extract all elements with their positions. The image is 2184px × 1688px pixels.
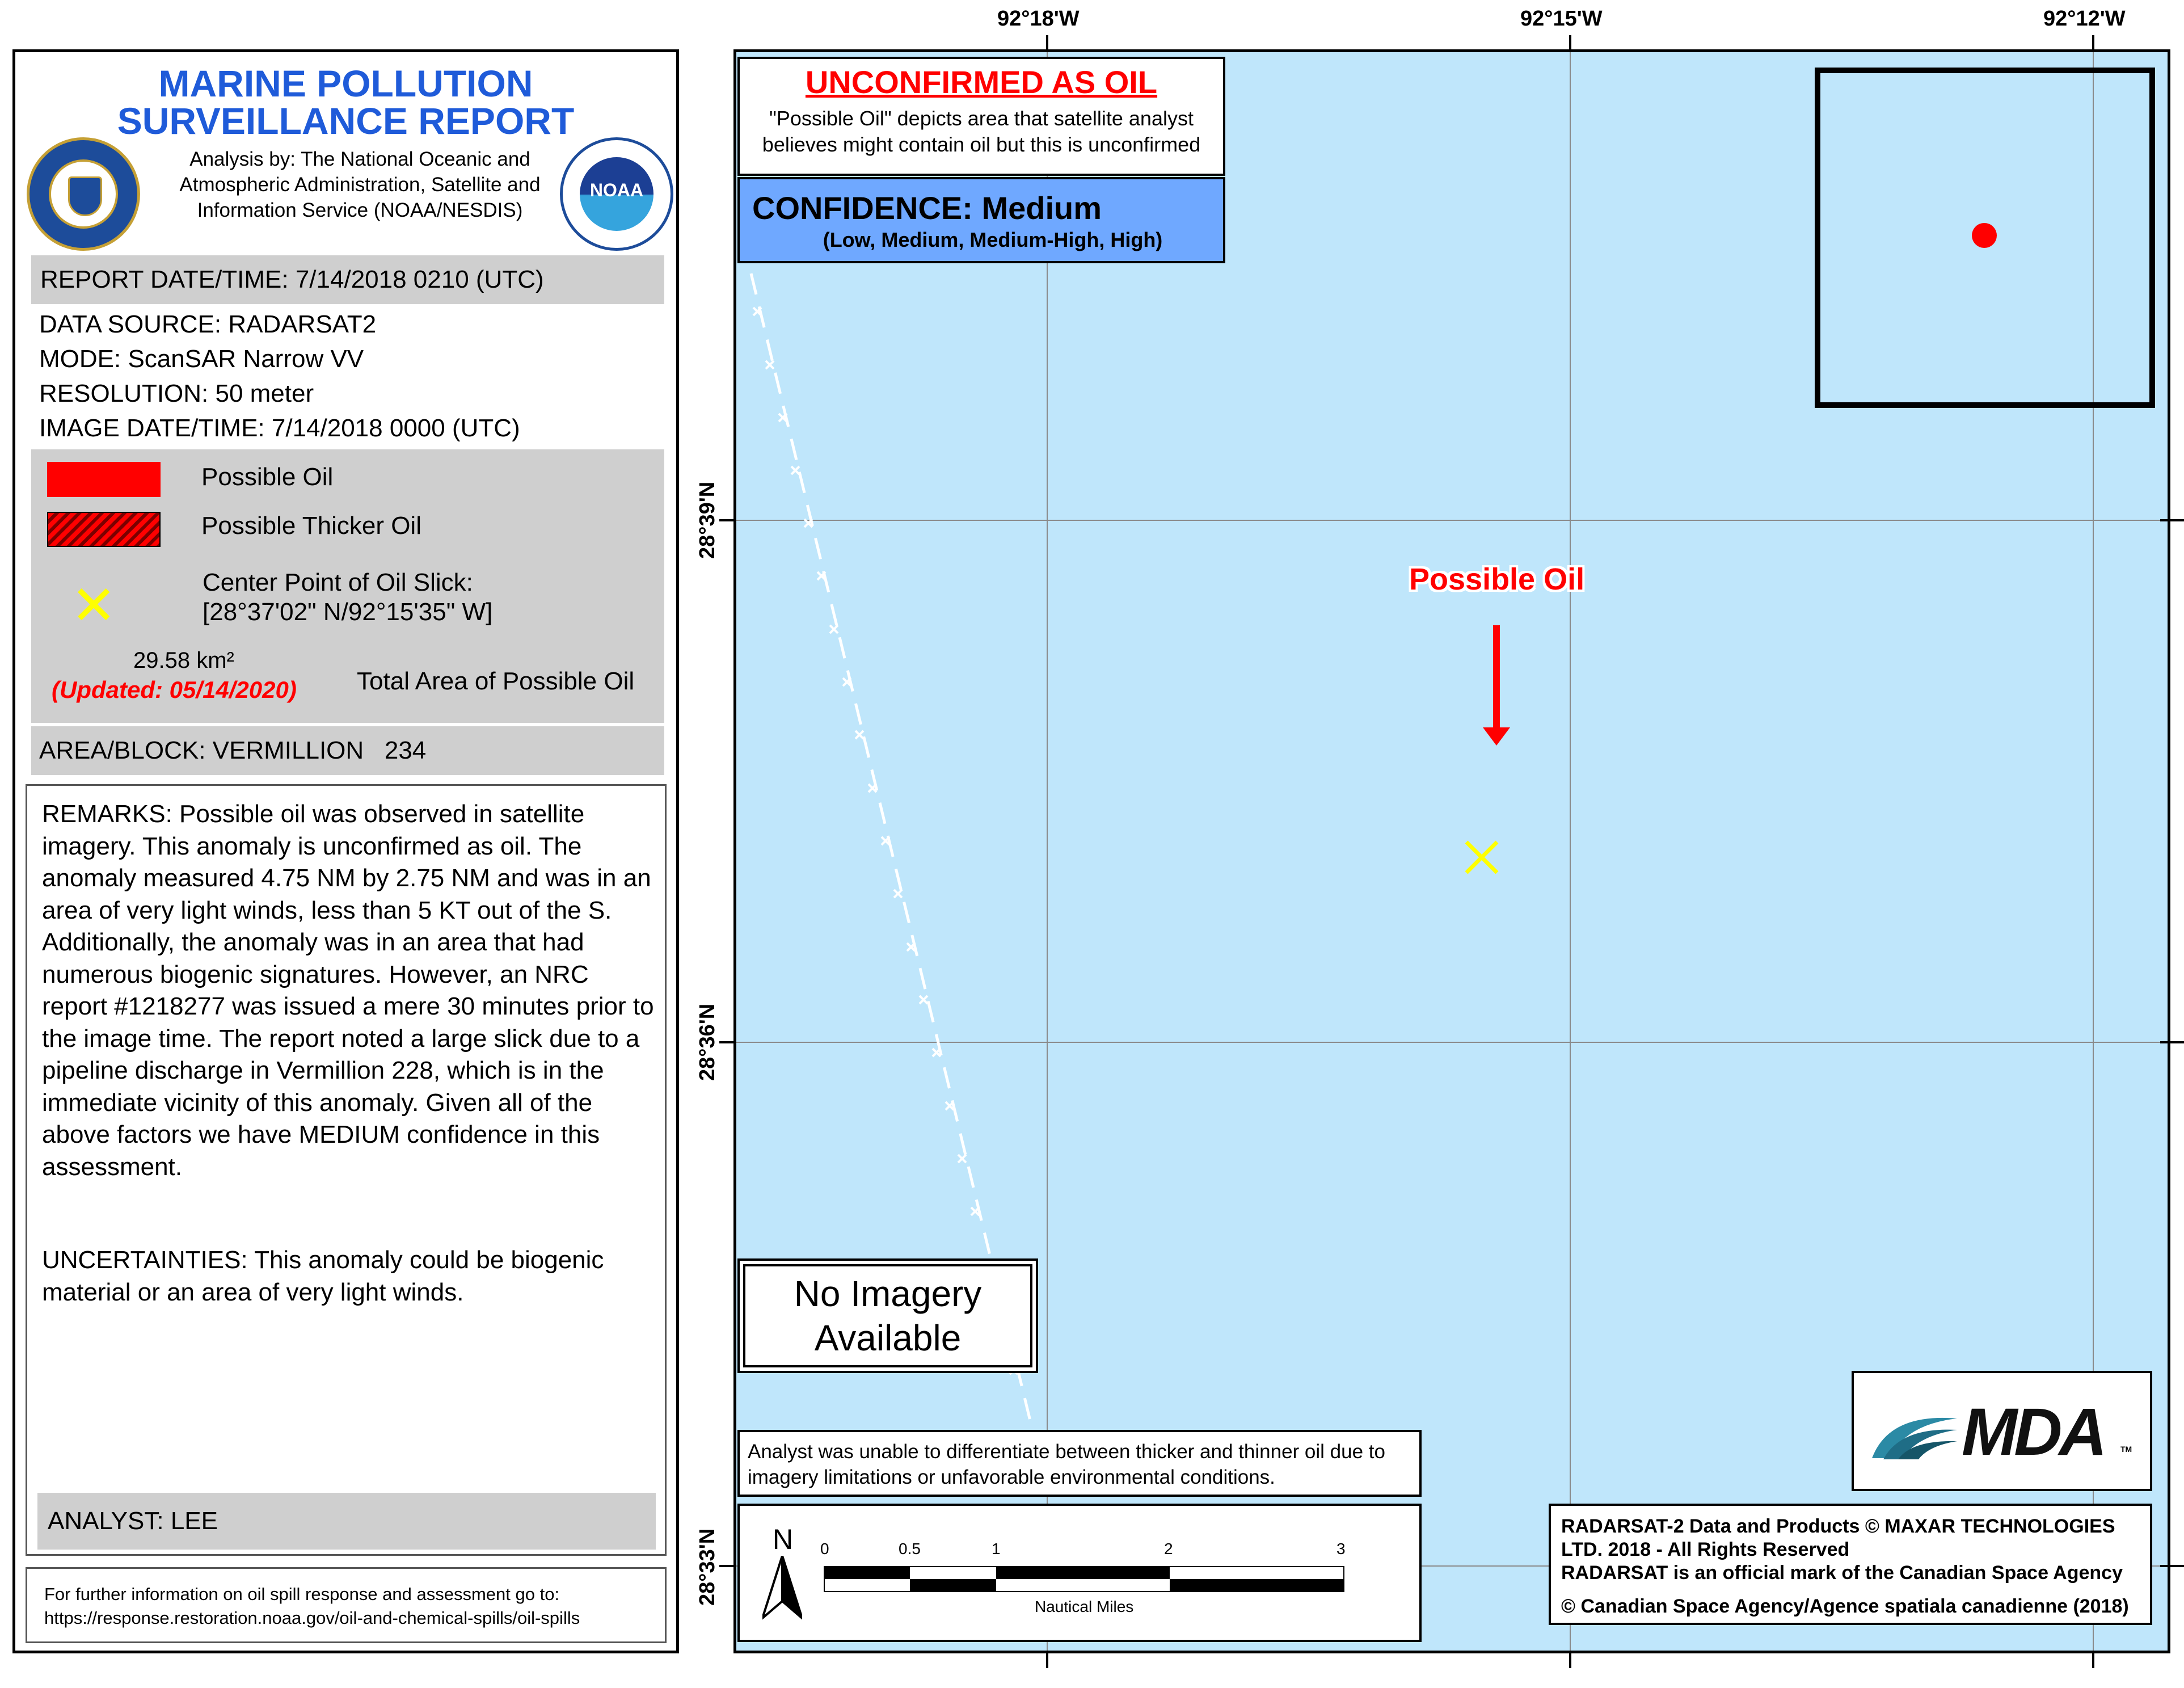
total-area-value: 29.58 km²: [133, 648, 234, 673]
analyst-name: ANALYST: LEE: [48, 1507, 218, 1535]
copyright-box: [1549, 1504, 2152, 1625]
legend-center-point: Center Point of Oil Slick:: [203, 569, 473, 596]
scale-tick-label: 1: [992, 1540, 1001, 1557]
area-block: AREA/BLOCK: VERMILLION 234: [39, 736, 427, 764]
legend-possible-oil: Possible Oil: [201, 463, 334, 491]
north-label: N: [773, 1523, 794, 1555]
remarks-text: REMARKS: Possible oil was observed in satellite imagery. This anomaly is unconfirmed as oil. The anomaly measured 4.75 NM by 2.75 NM and was in an area of very light winds, less than 5 KT out of the S. Additionally, the anomaly was in an area that had numerous biogenic signatures. However, an NRC report #1218277 was issued a mere 30 minutes prior to the image time. The report noted a large slick due to a pipeline discharge in Vermillion 228, which is in the immediate vicinity of this anomaly. Given all of the above factors we have MEDIUM confidence in this assessment.: [42, 800, 654, 1181]
unconfirmed-line: believes might contain oil but this is unconfirmed: [762, 133, 1201, 156]
mda-swoosh-icon: [1866, 1407, 1963, 1464]
scale-bar-box: [737, 1504, 1422, 1642]
longitude-label: 92°15'W: [1520, 7, 1603, 31]
confidence-box: [737, 177, 1225, 263]
no-imagery-text: Available: [814, 1317, 962, 1358]
unconfirmed-notice: [737, 57, 1225, 176]
unconfirmed-line: "Possible Oil" depicts area that satellite analyst: [769, 107, 1194, 130]
imaging-mode: MODE: ScanSAR Narrow VV: [39, 345, 364, 373]
scale-tick-label: 3: [1336, 1540, 1346, 1557]
scale-bar: [824, 1566, 1344, 1592]
confidence-scale: (Low, Medium, Medium-High, High): [823, 228, 1163, 251]
latitude-label: 28°39'N: [695, 481, 719, 559]
no-imagery-box: [737, 1258, 1038, 1373]
mda-logo-box: [1852, 1371, 2152, 1491]
data-source: DATA SOURCE: RADARSAT2: [39, 310, 377, 338]
copyright-line: LTD. 2018 - All Rights Reserved: [1561, 1539, 1850, 1560]
uncertainties-text: UNCERTAINTIES: This anomaly could be biogenic material or an area of very light winds.: [42, 1246, 604, 1306]
report-title: MARINE POLLUTION SURVEILLANCE REPORT: [117, 62, 575, 142]
longitude-label: 92°12'W: [2043, 7, 2126, 31]
analysis-credit: Analysis by: The National Oceanic and Atmospheric Administration, Satellite and Information Service (NOAA/NESDIS): [179, 148, 541, 221]
scale-tick-label: 0: [820, 1540, 829, 1557]
info-link[interactable]: https://response.restoration.noaa.gov/oil-and-chemical-spills/oil-spills: [44, 1608, 580, 1628]
copyright-line: © Canadian Space Agency/Agence spatiala canadienne (2018): [1561, 1596, 2129, 1617]
mda-logo-text: MDA: [1962, 1395, 2104, 1470]
report-datetime: REPORT DATE/TIME: 7/14/2018 0210 (UTC): [40, 266, 544, 293]
unconfirmed-title: UNCONFIRMED AS OIL: [805, 64, 1158, 100]
legend-center-coords: [28°37'02" N/92°15'35" W]: [203, 598, 493, 626]
legend-possible-thicker-oil: Possible Thicker Oil: [201, 512, 421, 540]
noaa-logo-icon: NOAA: [560, 137, 673, 251]
no-imagery-text: No Imagery: [794, 1273, 982, 1314]
image-datetime: IMAGE DATE/TIME: 7/14/2018 0000 (UTC): [39, 414, 520, 442]
analyst-note-box: [737, 1430, 1422, 1497]
resolution: RESOLUTION: 50 meter: [39, 380, 314, 407]
latitude-label: 28°33'N: [695, 1528, 719, 1606]
scale-tick-label: 2: [1164, 1540, 1173, 1557]
scale-units: Nautical Miles: [1035, 1598, 1134, 1615]
total-area-label: Total Area of Possible Oil: [357, 667, 635, 695]
trademark-mark: TM: [2120, 1445, 2132, 1454]
north-arrow-icon: [762, 1556, 802, 1624]
copyright-line: RADARSAT-2 Data and Products © MAXAR TECHNOLOGIES: [1561, 1516, 2115, 1537]
possible-oil-map-label: Possible Oil: [1409, 562, 1585, 596]
center-point-x-icon: ✕: [71, 575, 117, 636]
longitude-label: 92°18'W: [997, 7, 1080, 31]
info-text: For further information on oil spill response and assessment go to:: [44, 1584, 560, 1604]
confidence-level: CONFIDENCE: Medium: [752, 190, 1102, 226]
latitude-label: 28°36'N: [695, 1003, 719, 1081]
area-updated-note: (Updated: 05/14/2020): [52, 676, 297, 703]
analyst-note: Analyst was unable to differentiate between thicker and thinner oil due to imagery limitations or unfavorable environmental conditions.: [748, 1441, 1385, 1488]
copyright-line: RADARSAT is an official mark of the Canadian Space Agency: [1561, 1562, 2123, 1584]
scale-tick-label: 0.5: [899, 1540, 921, 1557]
